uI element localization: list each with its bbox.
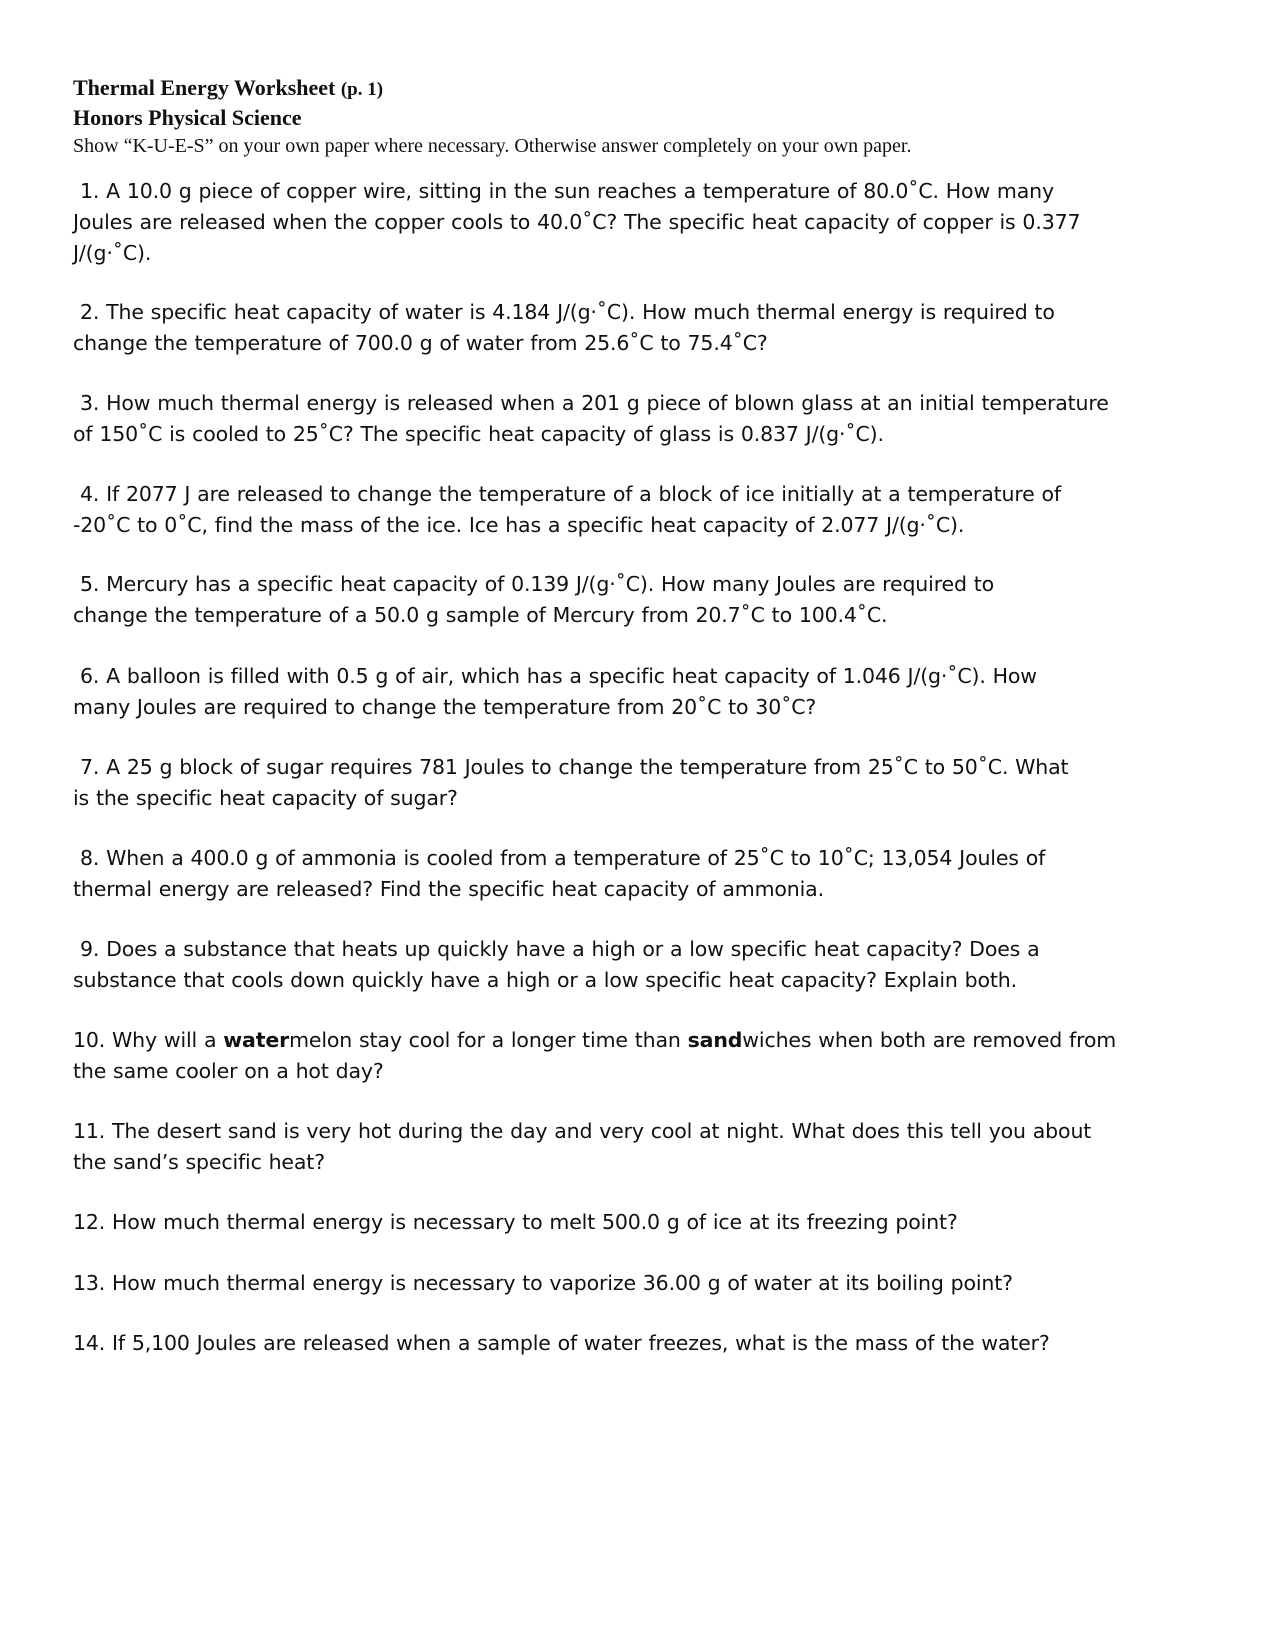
question-1-line-1: 1. A 10.0 g piece of copper wire, sitting in the sun reaches a temperature of 80.0˚C. How many (80, 179, 1054, 203)
question-10-line-2: the same cooler on a hot day? (73, 1059, 384, 1083)
question-5 (73, 569, 1188, 631)
question-8-line-1: 8. When a 400.0 g of ammonia is cooled from a temperature of 25˚C to 10˚C; 13,054 Joules of (80, 846, 1046, 870)
question-10-prefix: 10. Why will a (73, 1028, 224, 1052)
question-3-line-1: 3. How much thermal energy is released when a 201 g piece of blown glass at an initial temperature (80, 391, 1109, 415)
question-7 (73, 752, 1188, 814)
question-10-bold-water: water (223, 1028, 290, 1052)
question-9-line-2: substance that cools down quickly have a high or a low specific heat capacity? Explain both. (73, 968, 1017, 992)
question-2-line-2: change the temperature of 700.0 g of water from 25.6˚C to 75.4˚C? (73, 331, 768, 355)
question-13 (73, 1268, 1188, 1299)
question-14-line-1: 14. If 5,100 Joules are released when a sample of water freezes, what is the mass of the water? (73, 1331, 1050, 1355)
question-10-line-1 (73, 1025, 1188, 1056)
question-10-bold-sand: sand (687, 1028, 743, 1052)
page-title (73, 74, 1173, 104)
question-1-line-2: Joules are released when the copper cools to 40.0˚C? The specific heat capacity of copper is 0.377 (73, 210, 1081, 234)
question-9 (73, 934, 1188, 996)
question-12 (73, 1207, 1188, 1238)
question-4-line-2: -20˚C to 0˚C, find the mass of the ice. Ice has a specific heat capacity of 2.077 J/(g·˚C). (73, 513, 965, 537)
instructions-text: Show “K-U-E-S” on your own paper where necessary. Otherwise answer completely on your own paper. (73, 135, 912, 157)
question-4 (73, 479, 1188, 541)
title-text: Thermal Energy Worksheet (73, 75, 336, 100)
question-3 (73, 388, 1188, 450)
question-8 (73, 843, 1188, 905)
question-6-line-1: 6. A balloon is filled with 0.5 g of air, which has a specific heat capacity of 1.046 J/(g·˚C). How (80, 664, 1037, 688)
question-13-line-1: 13. How much thermal energy is necessary to vaporize 36.00 g of water at its boiling point? (73, 1271, 1013, 1295)
question-10-suffix: wiches when both are removed from (742, 1028, 1117, 1052)
question-10 (73, 1025, 1188, 1087)
worksheet-header (73, 74, 1173, 160)
question-7-line-2: is the specific heat capacity of sugar? (73, 786, 458, 810)
question-2 (73, 297, 1188, 359)
question-1 (73, 176, 1188, 269)
question-12-line-1: 12. How much thermal energy is necessary to melt 500.0 g of ice at its freezing point? (73, 1210, 958, 1234)
course-name: Honors Physical Science (73, 105, 302, 130)
question-6-line-2: many Joules are required to change the temperature from 20˚C to 30˚C? (73, 695, 817, 719)
question-5-line-2: change the temperature of a 50.0 g sample of Mercury from 20.7˚C to 100.4˚C. (73, 603, 888, 627)
question-11-line-1: 11. The desert sand is very hot during the day and very cool at night. What does this tell you about (73, 1119, 1092, 1143)
question-6 (73, 661, 1188, 723)
question-4-line-1: 4. If 2077 J are released to change the temperature of a block of ice initially at a temperature of (80, 482, 1061, 506)
question-1-line-3: J/(g·˚C). (73, 241, 152, 265)
question-8-line-2: thermal energy are released? Find the specific heat capacity of ammonia. (73, 877, 824, 901)
question-11 (73, 1116, 1188, 1178)
question-5-line-1: 5. Mercury has a specific heat capacity of 0.139 J/(g·˚C). How many Joules are required to (80, 572, 994, 596)
question-9-line-1: 9. Does a substance that heats up quickly have a high or a low specific heat capacity? Does a (80, 937, 1040, 961)
question-11-line-2: the sand’s specific heat? (73, 1150, 325, 1174)
question-10-middle: melon stay cool for a longer time than (289, 1028, 688, 1052)
question-14 (73, 1328, 1188, 1359)
question-7-line-1: 7. A 25 g block of sugar requires 781 Joules to change the temperature from 25˚C to 50˚C. What (80, 755, 1069, 779)
question-3-line-2: of 150˚C is cooled to 25˚C? The specific heat capacity of glass is 0.837 J/(g·˚C). (73, 422, 884, 446)
title-page-number: (p. 1) (340, 79, 384, 100)
question-2-line-1: 2. The specific heat capacity of water is 4.184 J/(g·˚C). How much thermal energy is required to (80, 300, 1055, 324)
